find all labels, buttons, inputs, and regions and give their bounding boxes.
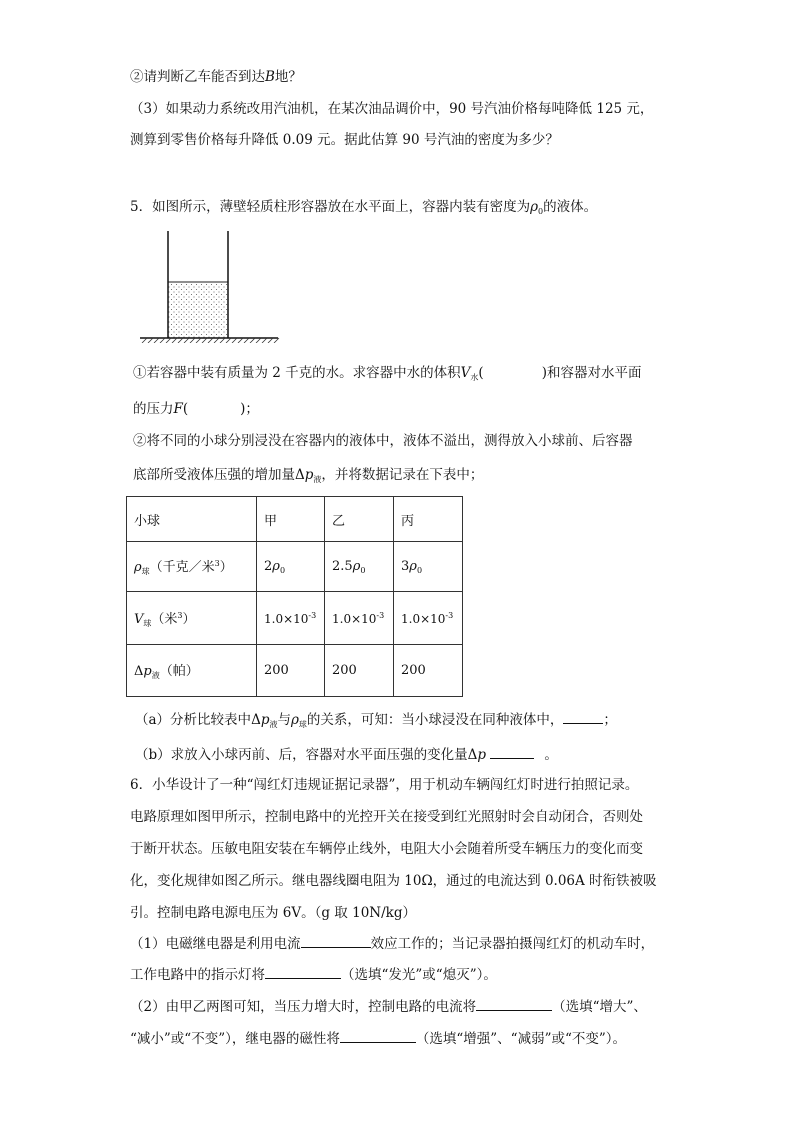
table-row — [127, 645, 463, 697]
rho0: ρ — [352, 558, 361, 574]
table-label-cell — [127, 645, 257, 697]
table-row — [127, 592, 463, 645]
rho-ball: ρ — [134, 560, 142, 575]
rho-val: 3 — [401, 558, 410, 574]
q5-part1-text: ①若容器中装有质量为 2 千克的水。求容器中水的体积 — [133, 365, 461, 381]
q6-sub1b-text: 工作电路中的指示灯将 — [130, 967, 265, 983]
q4-part3-line2: 测算到零售价格每升降低 0.09 元。据此估算 90 号汽油的密度为多少？ — [130, 132, 559, 148]
q5-a-rho-sub: 球 — [298, 720, 307, 729]
rho-val: 2.5 — [332, 558, 353, 574]
v-unit-sup: 3 — [177, 610, 183, 620]
q5-a-rho: ρ — [290, 712, 299, 728]
v-exp: -3 — [376, 610, 385, 620]
table-cell — [257, 592, 325, 645]
q6-current-blank[interactable] — [476, 998, 552, 1011]
q5-delta: Δ — [295, 467, 305, 483]
q4-part2-text: ②请判断乙车能否到达 — [130, 69, 265, 85]
rho0-sub: 0 — [416, 565, 423, 575]
rho-unit: （千克／米 — [149, 560, 215, 575]
q5-b-end: 。 — [544, 747, 558, 763]
table-row — [127, 542, 463, 592]
q6-sub2b-text: “减小”或“不变”），继电器的磁性将 — [130, 1031, 340, 1047]
q5-part2-line2 — [133, 466, 483, 489]
q5-f-paren: ( — [182, 401, 189, 417]
container-figure — [140, 228, 280, 343]
table-cell: 200 — [394, 645, 463, 697]
q5-paren-open: ( — [478, 365, 484, 381]
table-label-cell — [127, 542, 257, 592]
table-header-cell: 丙 — [394, 497, 463, 542]
q4-part2-line — [130, 68, 302, 86]
q6-lamp-blank[interactable] — [265, 966, 341, 979]
rho-ball-sub: 球 — [141, 567, 150, 576]
rho0: ρ — [272, 558, 280, 574]
rho0: ρ — [409, 558, 417, 574]
q5-a-text: （a）分析比较表中 — [135, 712, 252, 728]
table-cell: 200 — [325, 645, 394, 697]
table-header-cell: 甲 — [257, 497, 325, 542]
q4-part3-line1: （3）如果动力系统改用汽油机，在某次油品调价中，90 号汽油价格每吨降低 125 元， — [130, 101, 654, 117]
q4-var-b: B — [265, 69, 275, 85]
q5-b-line — [135, 746, 558, 764]
q6-sub1b-end: （选填“发光”或“熄灭”）。 — [341, 967, 497, 983]
q5-b-delta: Δ — [467, 747, 478, 763]
table-cell — [394, 592, 463, 645]
q5-f: F — [173, 401, 183, 417]
q5-p: p — [304, 467, 314, 483]
q5-pressure-force-text: 的压力 — [133, 401, 174, 417]
table-cell — [394, 542, 463, 592]
q5-part2-end: ，并将数据记录在下表中； — [321, 467, 484, 483]
table-header-cell: 乙 — [325, 497, 394, 542]
q6-effect-blank[interactable] — [301, 935, 371, 948]
q6-line2: 电路原理如图甲所示，控制电路中的光控开关在接受到红光照射时会自动闭合，否则处 — [130, 809, 643, 825]
q5-b-text: （b）求放入小球丙前、后，容器对水平面压强的变化量 — [135, 747, 468, 763]
q5-a-p-sub: 液 — [269, 720, 278, 729]
q5-a-delta: Δ — [251, 712, 261, 728]
rho-unit-sup: 3 — [214, 559, 220, 568]
q5-v-sub: 水 — [470, 373, 479, 382]
v-unit: （米 — [151, 611, 178, 627]
rho-unit-end: ） — [219, 560, 233, 575]
data-table — [126, 496, 463, 697]
v-ball: V — [134, 611, 144, 627]
q5-rho: ρ — [530, 199, 539, 215]
q6-line3: 于断开状态。压敏电阻安装在车辆停止线外，电阻大小会随着所受车辆压力的变化而变 — [130, 841, 643, 857]
table-row — [127, 497, 463, 542]
table-cell: 200 — [257, 645, 325, 697]
q6-magnetism-blank[interactable] — [340, 1030, 416, 1043]
q5-part1-line1 — [133, 364, 641, 387]
q6-line5: 引。控制电路电源电压为 6V。（g 取 10N/kg） — [130, 905, 416, 921]
q5-stem-end: 的液体。 — [543, 199, 598, 215]
q5-v: V — [460, 365, 471, 381]
q6-line4: 化，变化规律如图乙所示。继电器线圈电阻为 10Ω，通过的电流达到 0.06A 时衔铁被吸 — [130, 873, 657, 889]
v-val: 1.0×10 — [264, 611, 309, 626]
q6-sub2-text: （2）由甲乙两图可知，当压力增大时，控制电路的电流将 — [130, 999, 477, 1015]
table-label-cell — [127, 592, 257, 645]
q5-a-and: 与 — [277, 712, 291, 728]
q5-a-line — [135, 711, 617, 734]
table-header-cell: 小球 — [127, 497, 257, 542]
q5-stem-text: 5．如图所示，薄壁轻质柱形容器放在水平面上，容器内装有密度为 — [130, 199, 531, 215]
q5-a-answer-blank[interactable] — [563, 711, 603, 724]
q5-a-mid: 的关系，可知：当小球浸没在同种液体中， — [306, 712, 564, 728]
v-ball-sub: 球 — [143, 618, 152, 628]
q5-a-end: ； — [603, 712, 617, 728]
dp-sub: 液 — [151, 671, 160, 680]
q5-b-answer-blank[interactable] — [490, 746, 534, 759]
q5-part2-line1: ②将不同的小球分别浸没在容器内的液体中，液体不溢出，测得放入小球前、后容器 — [133, 433, 633, 449]
v-exp: -3 — [445, 610, 454, 620]
q5-part1-end: )和容器对水平面 — [541, 365, 642, 381]
table-cell — [325, 592, 394, 645]
q5-a-p: p — [260, 712, 270, 728]
rho0-sub: 0 — [360, 565, 366, 575]
q5-part1-line2-end: )； — [240, 401, 259, 417]
q6-sub2b-end: （选填“增强”、“减弱”或“不变”）。 — [415, 1031, 627, 1047]
q5-part1-line2 — [133, 400, 259, 418]
table-cell — [325, 542, 394, 592]
q6-sub2-line2 — [130, 1030, 626, 1048]
q6-sub1-line1 — [130, 935, 654, 953]
dp-delta: Δ — [134, 664, 144, 679]
table-cell — [257, 542, 325, 592]
q6-sub2-line1 — [130, 998, 647, 1016]
dp-unit: （帕） — [159, 664, 199, 679]
q5-part2-text: 底部所受液体压强的增加量 — [133, 467, 295, 483]
q6-line1: 6．小华设计了一种“闯红灯违规证据记录器”，用于机动车辆闯红灯时进行拍照记录。 — [130, 777, 639, 793]
liquid-fill — [168, 282, 228, 338]
v-val: 1.0×10 — [401, 611, 446, 626]
q5-stem — [130, 198, 597, 221]
q4-part2-end: 地？ — [274, 69, 302, 85]
rho0-sub: 0 — [279, 565, 286, 575]
q6-sub1-line2 — [130, 966, 497, 984]
dp-p: p — [143, 664, 152, 679]
q6-sub1-end: 效应工作的；当记录器拍摄闯红灯的机动车时， — [370, 936, 655, 952]
v-exp: -3 — [308, 610, 317, 620]
v-val: 1.0×10 — [332, 611, 377, 626]
q6-sub2-end: （选填“增大”、 — [552, 999, 647, 1015]
rho-val: 2 — [264, 558, 273, 574]
v-unit-end: ） — [182, 611, 196, 627]
q5-rho-sub: 0 — [538, 207, 544, 216]
q6-sub1-text: （1）电磁继电器是利用电流 — [130, 936, 301, 952]
q5-b-p: p — [477, 747, 487, 763]
q5-p-sub: 液 — [313, 475, 322, 484]
